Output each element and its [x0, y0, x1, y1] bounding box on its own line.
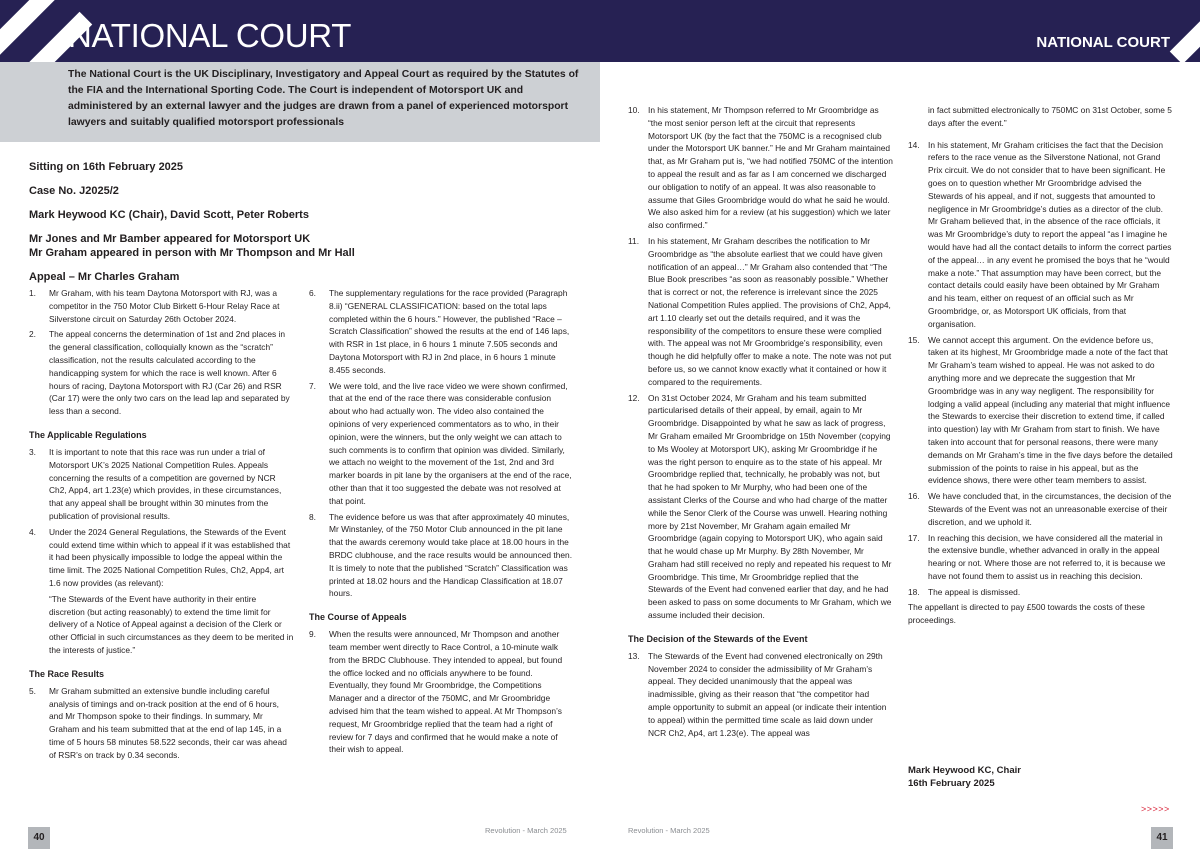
- paragraph-number: 10.: [628, 105, 640, 115]
- paragraph: [908, 532, 1173, 583]
- paragraph-number: 9.: [309, 629, 316, 640]
- paragraph-text: When the results were announced, Mr Thompson and another team member went directly to Race Control, a 10-minute walk from the BRDC Clubhouse. They intended to appeal, but found the office locked and no officials anywhere to be found. Eventually, they found Mr Groombridge, the Competitions Manager and a director of the 750MC, and Mr Groombridge advised him that the team wished to appeal. At Mr Thompson’s request, Mr Groombridge replied that the team had a right of review for 7 days and confirmed that he would make a note of their wish to appeal.: [329, 629, 563, 755]
- paragraph: [309, 628, 574, 756]
- header-banner-right: [600, 0, 1200, 62]
- paragraph-text: We cannot accept this argument. On the evidence before us, taken at its highest, Mr Groombridge made a note of the fact that Mr Graham’s team wished to appeal. He was not asked to do anything more and we deprecate the suggestion that Mr Groombridge was in any way negligent. The responsibility for lodging a valid appeal (including any material that might influence the Stewards to exercise their discretion to extend time, if called into question) lay with Mr Graham from start to finish. We have taken into account that for personal reasons, there were many demands on Mr Graham’s time in the five days before the detailed submission of the points to raise in his appeal, but as the evidence shows, there were other team members to assist.: [928, 334, 1173, 486]
- continue-arrows-icon: >>>>>: [1141, 804, 1170, 814]
- block-quote: “The Stewards of the Event have authority in their entire discretion (but acting reasonably) to extend the time limit for delivery of a Notice of Appeal against a decision of the Clerk or other Official in such circumstances as they deem to be merited in the interests of justice.”: [49, 593, 294, 655]
- section-heading: The Applicable Regulations: [29, 429, 147, 440]
- sitting-date: Sitting on 16th February 2025: [29, 161, 184, 173]
- text-column-3: [628, 104, 893, 742]
- paragraph: [309, 511, 574, 601]
- paragraph: [628, 104, 893, 232]
- paragraph: [628, 392, 893, 622]
- paragraph-text: We were told, and the live race video we were shown confirmed, that at the end of the race there was considerable confusion about who had actually won. The video also contained the opinions of very experienced commentators as to who, in their opinion, were the winners, but the only weight we can attach to such comments is to confirm that opinion was divided. Similarly, we attach no weight to the movement of the 1st, 2nd and 3rd marker boards in pit lane by the organisers at the end of the race, other than that it too suggested the debate was not resolved at that point.: [329, 380, 572, 506]
- paragraph-text: The appeal concerns the determination of 1st and 2nd places in the general classification, colloquially known as the “scratch” classification, not the results calculated according to the handicapping system for which the race is well known. After 6 hours of racing, Daytona Motorsport with RJ (Car 26) and RSR (Car 17) were the only two cars on the lead lap and separated by less than a second.: [49, 329, 290, 417]
- paragraph: [309, 287, 574, 377]
- paragraph-text: Under the 2024 General Regulations, the Stewards of the Event could extend time within which to appeal if it was established that it had been physically impossible to lodge the appeal within the time limit. The 2025 National Competition Rules, Ch2, App4, art 1.6 now provides (as relevant):: [49, 526, 291, 588]
- footer-text-right: Revolution - March 2025: [628, 826, 710, 835]
- paragraph-text: The Stewards of the Event had convened electronically on 29th November 2024 to consider the admissibility of Mr Graham’s appeal. They decided unanimously that the appeal was inadmissible, giving as their reason that “the competitor had ample opportunity to submit an appeal (or indicate their intention to appeal) within the permitted time scale as laid down under NCR Ch2, Ap4, art 1.23(e). The appeal was: [648, 650, 887, 738]
- case-info: [29, 160, 569, 294]
- paragraph-number: 2.: [29, 329, 36, 340]
- paragraph-text: In his statement, Mr Graham criticises the fact that the Decision refers to the race venue as the Silverstone National, not Grand Prix circuit. We do not consider that to have been significant. He goes on to question whether Mr Groombridge advised the Stewards of his appeal, and if not, suggests that amounted to negligence in Mr Groombridge’s duties as a director of the club. Mr Graham believed that, in the absence of the race officials, it was Mr Groombridge’s duty to report the appeal “as I imagine he would have had all the contact details to inform the correct parties of the appeal… in any event he promised the boys that he “would make a note.” That assumption may have been correct, but the contact details could easily have been obtained by Mr Graham and his team, either on request of an official such as Mr Groombridge, or, as Motorsport UK officials, from that organisation.: [928, 139, 1172, 329]
- header-banner-left: [0, 0, 600, 62]
- text-column-2: [309, 287, 574, 759]
- paragraph: [309, 380, 574, 508]
- signature-block: [908, 764, 1021, 790]
- continued-text: in fact submitted electronically to 750MC on 31st October, some 5 days after the event.”: [928, 105, 1172, 128]
- signature-date: 16th February 2025: [908, 778, 995, 789]
- paragraph-text: In reaching this decision, we have considered all the material in the extensive bundle, whether advanced in orally in the appeal hearing or not. Where those are not referred to, it is because we have not found them to assist us in reaching this decision.: [928, 532, 1166, 581]
- paragraph-number: 6.: [309, 288, 316, 298]
- intro-text: The National Court is the UK Disciplinary, Investigatory and Appeal Court as required by the Statutes of the FIA and the International Sporting Code. The Court is independent of Motorsport UK and administered by an external lawyer and the judges are drawn from a panel of experienced motorsport lawyers and suitably qualified motorsport professionals: [68, 69, 579, 128]
- paragraph: [29, 287, 294, 325]
- text-column-4: [908, 104, 1173, 630]
- paragraph: [29, 685, 294, 762]
- case-number: Case No. J2025/2: [29, 185, 119, 197]
- paragraph-text: The supplementary regulations for the race provided (Paragraph 8.ii) “GENERAL CLASSIFICATION: based on the total laps completed within the 6 hours.” However, the published “Race – Scratch Classification” showed the results at the end of 146 laps, with RSR in 1st place, in 6 hours 1 minute 7.505 seconds and Daytona Motorsport with RJ in 2nd place, in 6 hours 1 minute 8.455 seconds.: [329, 288, 570, 375]
- paragraph: [908, 334, 1173, 488]
- intro-box: [0, 62, 600, 142]
- section-heading: The Race Results: [29, 668, 105, 679]
- appearance-respondent: Mr Jones and Mr Bamber appeared for Motorsport UK: [29, 233, 311, 245]
- paragraph-number: 18.: [908, 586, 920, 597]
- signatory-name: Mark Heywood KC, Chair: [908, 765, 1021, 776]
- paragraph-number: 15.: [908, 334, 920, 345]
- paragraph-number: 7.: [309, 380, 316, 391]
- paragraph: [628, 235, 893, 389]
- paragraph: [908, 586, 1173, 599]
- paragraph-text: The evidence before us was that after approximately 40 minutes, Mr Winstanley, of the 750 Motor Club announced in the pit lane that the awards ceremony would take place at 18.00 hours in the BRDC clubhouse, and the race results would be announced then. It is timely to note that the published “Scratch” Classification was printed at 18.02 hours and the Handicap Classification at 18.07 hours.: [329, 511, 573, 599]
- paragraph-number: 17.: [908, 532, 920, 543]
- page-title: NATIONAL COURT: [68, 17, 352, 54]
- section-heading: The Course of Appeals: [309, 612, 407, 623]
- paragraph: [628, 650, 893, 740]
- paragraph-number: 13.: [628, 650, 640, 661]
- page-number-left: 40: [28, 827, 50, 849]
- paragraph-text: Mr Graham, with his team Daytona Motorsport with RJ, was a competitor in the 750 Motor Club Birkett 6-Hour Relay Race at Silverstone circuit on Saturday 26th October 2024.: [49, 288, 280, 324]
- paragraph: [29, 328, 294, 418]
- section-heading: The Decision of the Stewards of the Event: [628, 633, 808, 644]
- paragraph-text: It is important to note that this race was run under a trial of Motorsport UK’s 2025 National Competition Rules. Appeals concerning the results of a competition are governed by NCR Ch2, App4, art 1.23(e) which provides, in these circumstances, that any appeal shall be brought within 30 minutes from the publication of provisional results.: [49, 446, 282, 521]
- text-column-1: [29, 287, 294, 765]
- paragraph-number: 3.: [29, 446, 36, 457]
- appeal-title: Appeal – Mr Charles Graham: [29, 271, 180, 283]
- costs-order: The appellant is directed to pay £500 towards the costs of these proceedings.: [908, 602, 1145, 626]
- section-title: NATIONAL COURT: [1036, 34, 1170, 51]
- paragraph-text: On 31st October 2024, Mr Graham and his team submitted particularised details of their appeal, by email, again to Mr Groombridge. Disappointed by what he saw as lack of progress, Mr Graham emailed Mr Groombridge on 15th November (copying to Ms Wooley at Motorsport UK), asking Mr Groombridge if he was the right person to enquire as to the state of his appeal. Mr Groombridge replied that, technically, he probably was not, but that he had spoken to Mr Murphy, who had been one of the assistant Clerks of the Course and who had charge of the matter while the Senor Clerk of the Course was unwell. Hearing nothing more by 21st November, Mr Graham again emailed Mr Groombridge (again copying to Motorsport UK), who again said that he would chase up Mr Murphy. By 28th November, Mr Graham had still received no reply and repeated his request to Mr Groombridge. This time, Mr Groombridge replied that the Stewards of the Event had convened earlier that day, and he had been asked to pass on some documents to Mr Graham, which we assume included their decision.: [648, 392, 892, 621]
- paragraph-number: 11.: [628, 235, 640, 246]
- paragraph-text: In his statement, Mr Thompson referred to Mr Groombridge as “the most senior person left at the circuit that represents Motorsport UK (by the fact that the 750MC is a recognised club under the Motorsport UK banner.” He and Mr Graham maintained that, as Mr Graham put is, “we had notified 750MC of the intention to appeal the result and as far as I am concerned we discharged our obligation to notify of an appeal. It was also reasonable to assume that Giles Groombridge would do what he said he would. We also asked him for a review (at his suggestion) which we later also confirmed.”: [648, 105, 893, 231]
- paragraph: [29, 526, 294, 590]
- paragraph-number: 12.: [628, 392, 640, 403]
- paragraph-number: 8.: [309, 511, 316, 522]
- decorative-stripe: [1170, 0, 1200, 62]
- paragraph: [908, 490, 1173, 528]
- paragraph-number: 5.: [29, 685, 36, 696]
- paragraph-number: 16.: [908, 491, 920, 502]
- paragraph-number: 14.: [908, 139, 920, 150]
- appearance-appellant: Mr Graham appeared in person with Mr Thompson and Mr Hall: [29, 247, 355, 259]
- paragraph: [29, 446, 294, 523]
- paragraph-number: 1.: [29, 288, 36, 298]
- panel-members: Mark Heywood KC (Chair), David Scott, Peter Roberts: [29, 209, 309, 221]
- paragraph-number: 4.: [29, 526, 36, 537]
- paragraph-text: The appeal is dismissed.: [928, 586, 1021, 597]
- paragraph-text: We have concluded that, in the circumstances, the decision of the Stewards of the Event was not an unreasonable exercise of their discretion, and we uphold it.: [928, 491, 1172, 527]
- paragraph-text: Mr Graham submitted an extensive bundle including careful analysis of timings and on-track position at the end of 6 hours, and Mr Thompson spoke to their findings. In summary, Mr Graham and his team submitted that at the end of lap 145, in a time of 5 hours 58 minutes 58.522 seconds, their car was ahead of RSR’s on track by 0.34 seconds.: [49, 685, 287, 760]
- footer-text-left: Revolution - March 2025: [485, 826, 567, 835]
- paragraph-text: In his statement, Mr Graham describes the notification to Mr Groombridge as “the absolute earliest that we could have given notification of an appeal…” Mr Graham also contended that “The Blue Book prescribes “as soon as reasonably possible.” Whether that is correct or not, the reference is irrelevant since the 2025 National Competition Rules applied. The provisions of Ch2, App4, art 1.10 clearly set out the details required, and it was the responsibility of the competitors to ensure these were complied with. The appeal was not Mr Groombridge’s responsibility, even though he did helpfully offer to make a note. The note was not put before us, so we cannot know exactly what it contained or how it compared to the requirements.: [648, 235, 892, 387]
- page-number-right: 41: [1151, 827, 1173, 849]
- paragraph: [908, 139, 1173, 331]
